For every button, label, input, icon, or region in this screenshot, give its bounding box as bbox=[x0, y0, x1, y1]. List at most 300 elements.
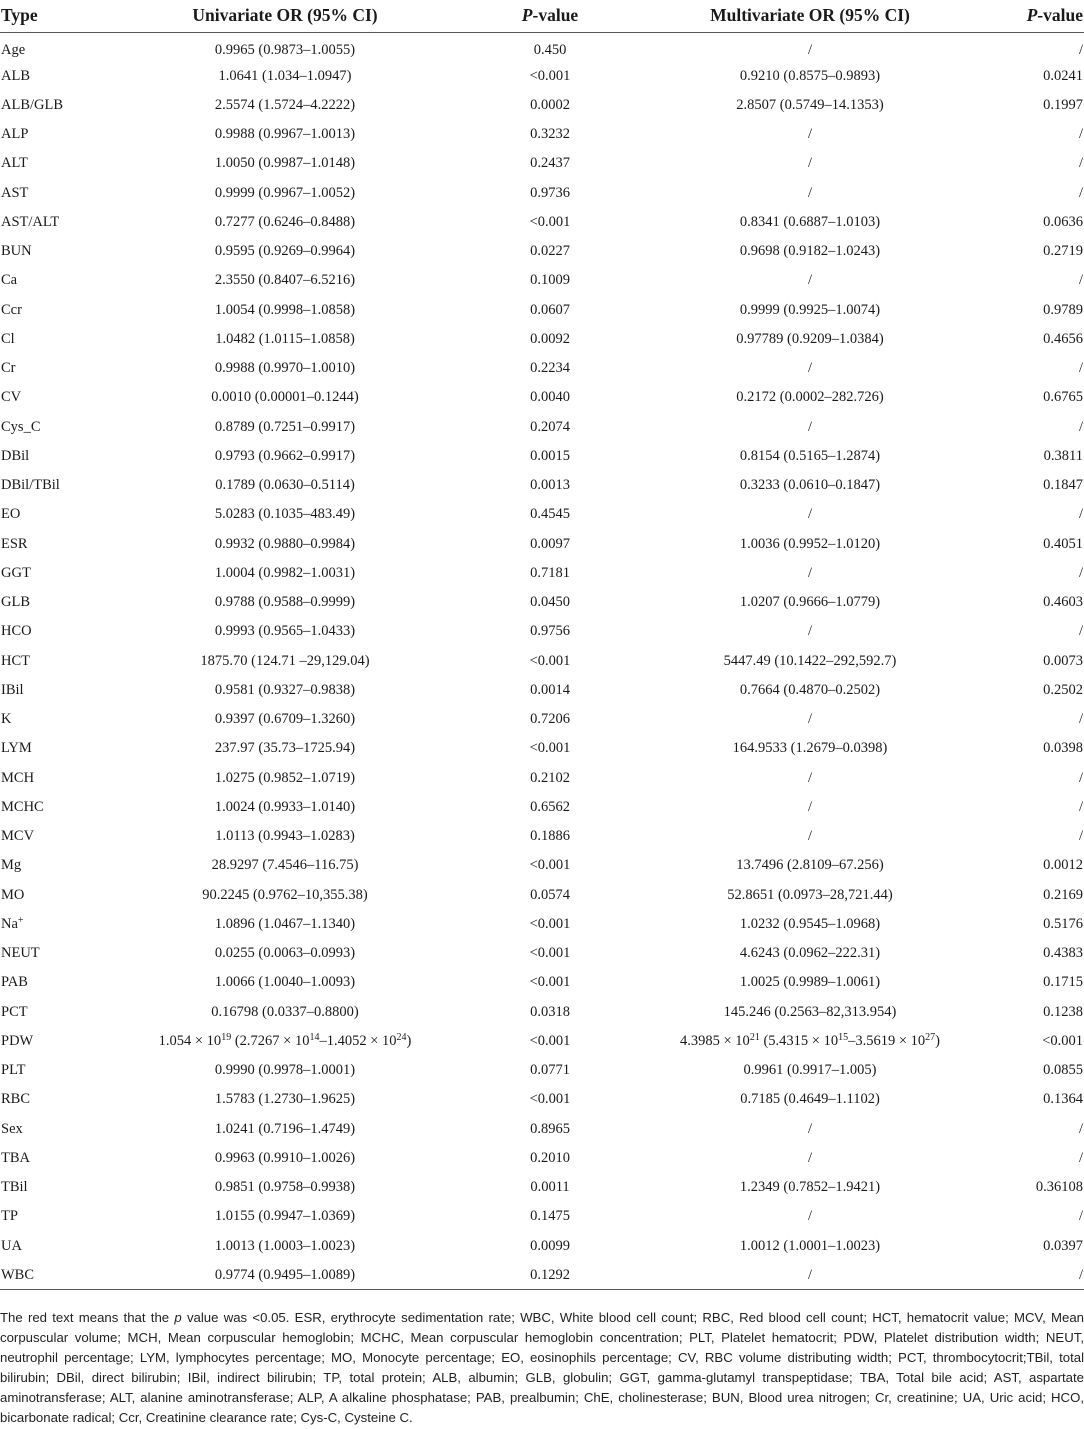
cell-univariate-or: 1.5783 (1.2730–1.9625) bbox=[214, 1091, 356, 1108]
cell-multivariate-or: / bbox=[807, 1120, 813, 1137]
cell-univariate-p: 0.6562 bbox=[530, 798, 570, 815]
cell-type bbox=[0, 1114, 110, 1143]
cell-univariate-p: 0.2234 bbox=[530, 360, 570, 377]
cell-type bbox=[0, 500, 110, 529]
cell-univariate-p: 0.0014 bbox=[530, 681, 570, 698]
cell-multivariate-or: 0.3233 (0.0610–0.1847) bbox=[739, 477, 881, 494]
table-row bbox=[0, 646, 1084, 675]
table-row bbox=[0, 793, 1084, 822]
cell-multivariate-p: 0.1715 bbox=[1043, 974, 1083, 991]
exponent: 19 bbox=[221, 1031, 232, 1043]
cell-type bbox=[0, 266, 110, 295]
cell-univariate-p: 0.0318 bbox=[530, 1003, 570, 1020]
table-row bbox=[0, 1202, 1084, 1231]
cell-type bbox=[0, 968, 110, 997]
cell-univariate-or: 1.0050 (0.9987–1.0148) bbox=[214, 155, 356, 172]
cell-multivariate-or: / bbox=[807, 1208, 813, 1225]
cell-univariate-or: 0.9999 (0.9967–1.0052) bbox=[214, 184, 356, 201]
cell-univariate-or: 0.1789 (0.0630–0.5114) bbox=[215, 477, 355, 494]
cell-type bbox=[0, 1231, 110, 1260]
cell-univariate-p: <0.001 bbox=[529, 213, 571, 230]
cell-univariate-or: 1.0896 (1.0467–1.1340) bbox=[214, 915, 356, 932]
cell-multivariate-or: 0.9698 (0.9182–1.0243) bbox=[739, 243, 881, 260]
cell-type bbox=[0, 412, 110, 441]
table-row bbox=[0, 412, 1084, 441]
cell-multivariate-p: / bbox=[1078, 828, 1083, 845]
table-row bbox=[0, 32, 1084, 61]
cell-univariate-p: <0.001 bbox=[529, 740, 571, 757]
cell-univariate-or: 1.0275 (0.9852–1.0719) bbox=[214, 769, 356, 786]
cell-multivariate-p: 0.2502 bbox=[1043, 681, 1083, 698]
cell-multivariate-p: 0.4051 bbox=[1043, 535, 1083, 552]
cell-type bbox=[0, 705, 110, 734]
cell-univariate-p: 0.0040 bbox=[530, 389, 570, 406]
cell-multivariate-or: / bbox=[807, 41, 813, 58]
type-label: PDW bbox=[1, 1032, 34, 1049]
type-label: ESR bbox=[1, 535, 28, 552]
cell-multivariate-p: 0.4603 bbox=[1043, 594, 1083, 611]
cell-multivariate-p: / bbox=[1078, 769, 1083, 786]
cell-multivariate-p: 0.1238 bbox=[1043, 1003, 1083, 1020]
cell-multivariate-or: / bbox=[807, 1149, 813, 1166]
table-row bbox=[0, 91, 1084, 120]
cell-multivariate-p: 0.0398 bbox=[1043, 740, 1083, 757]
cell-multivariate-p: 0.9789 bbox=[1043, 301, 1083, 318]
value-text: ) bbox=[406, 1032, 412, 1049]
cell-multivariate-p: 0.0855 bbox=[1043, 1062, 1083, 1079]
cell-type bbox=[0, 646, 110, 675]
cell-type bbox=[0, 442, 110, 471]
type-label: UA bbox=[1, 1237, 22, 1254]
cell-univariate-p: 0.0092 bbox=[530, 330, 570, 347]
type-label: DBil/TBil bbox=[1, 477, 60, 494]
cell-univariate-p: 0.4545 bbox=[530, 506, 570, 523]
cell-univariate-p: 0.2074 bbox=[530, 418, 570, 435]
cell-multivariate-or: / bbox=[807, 623, 813, 640]
table-row bbox=[0, 1085, 1084, 1114]
cell-univariate-or bbox=[110, 1027, 460, 1056]
table-row bbox=[0, 1231, 1084, 1260]
table-row bbox=[0, 763, 1084, 792]
cell-multivariate-p: 0.0636 bbox=[1043, 213, 1083, 230]
cell-multivariate-p: / bbox=[1078, 360, 1083, 377]
table-row bbox=[0, 61, 1084, 90]
cell-univariate-or: 0.9965 (0.9873–1.0055) bbox=[214, 41, 356, 58]
cell-type bbox=[0, 295, 110, 324]
type-label: PAB bbox=[1, 974, 28, 991]
cell-multivariate-p: / bbox=[1078, 506, 1083, 523]
type-label: LYM bbox=[1, 740, 32, 757]
cell-univariate-or: 1.0241 (0.7196–1.4749) bbox=[214, 1120, 356, 1137]
cell-univariate-p: <0.001 bbox=[529, 67, 571, 84]
cell-univariate-p: 0.0771 bbox=[530, 1062, 570, 1079]
cell-univariate-p: 0.9736 bbox=[530, 184, 570, 201]
cell-type bbox=[0, 734, 110, 763]
cell-univariate-or: 0.9595 (0.9269–0.9964) bbox=[214, 243, 356, 260]
cell-multivariate-p: / bbox=[1078, 623, 1083, 640]
type-label: Cl bbox=[1, 330, 15, 347]
table-row bbox=[0, 295, 1084, 324]
cell-univariate-or: 0.9397 (0.6709–1.3260) bbox=[214, 711, 356, 728]
type-label: Cys_C bbox=[1, 418, 41, 435]
type-label: K bbox=[1, 711, 12, 728]
cell-univariate-p: 0.0607 bbox=[530, 301, 570, 318]
cell-univariate-p: 0.0015 bbox=[530, 447, 570, 464]
value-text: ) bbox=[935, 1032, 940, 1049]
cell-multivariate-or: / bbox=[807, 564, 813, 581]
cell-multivariate-p: 0.3811 bbox=[1043, 447, 1083, 464]
type-label: IBil bbox=[1, 681, 24, 698]
cell-univariate-p: <0.001 bbox=[529, 915, 571, 932]
table-row bbox=[0, 383, 1084, 412]
header-univariate-or: Univariate OR (95% CI) bbox=[110, 0, 460, 32]
table-row bbox=[0, 442, 1084, 471]
cell-type bbox=[0, 676, 110, 705]
cell-multivariate-or: 0.9999 (0.9925–1.0074) bbox=[739, 301, 881, 318]
type-label: DBil bbox=[1, 447, 30, 464]
cell-multivariate-or: 0.7664 (0.4870–0.2502) bbox=[739, 681, 881, 698]
cell-univariate-p: 0.1886 bbox=[530, 828, 570, 845]
header-p-italic: P bbox=[521, 5, 533, 25]
cell-univariate-or: 0.9851 (0.9758–0.9938) bbox=[214, 1179, 356, 1196]
cell-multivariate-or: 0.9961 (0.9917–1.005) bbox=[743, 1062, 877, 1079]
type-label: MCV bbox=[1, 828, 35, 845]
cell-multivariate-or: 0.7185 (0.4649–1.1102) bbox=[740, 1091, 880, 1108]
cell-univariate-p: 0.2010 bbox=[530, 1149, 570, 1166]
cell-type bbox=[0, 997, 110, 1026]
cell-univariate-p: <0.001 bbox=[529, 652, 571, 669]
cell-type bbox=[0, 149, 110, 178]
cell-multivariate-p: / bbox=[1078, 1208, 1083, 1225]
cell-multivariate-or: / bbox=[807, 360, 813, 377]
value-text: –3.5619 × 10 bbox=[848, 1032, 926, 1049]
type-label: PLT bbox=[1, 1062, 26, 1079]
cell-type bbox=[0, 383, 110, 412]
cell-multivariate-or bbox=[640, 1027, 980, 1056]
cell-multivariate-p: 0.4656 bbox=[1043, 330, 1083, 347]
cell-multivariate-or: / bbox=[807, 828, 813, 845]
cell-type bbox=[0, 880, 110, 909]
cell-univariate-or: 1.0054 (0.9998–1.0858) bbox=[214, 301, 356, 318]
cell-univariate-or: 90.2245 (0.9762–10,355.38) bbox=[202, 886, 368, 903]
cell-multivariate-or: 5447.49 (10.1422–292,592.7) bbox=[723, 652, 897, 669]
cell-multivariate-p: <0.001 bbox=[1042, 1032, 1083, 1049]
footnote-text-rest: value was <0.05. ESR, erythrocyte sedimentation rate; WBC, White blood cell count; RBC, Red blood cell count; HCT, hematocrit value; MCV, Mean corpuscular volume; MCH, Mean corpuscular hemoglobin; MCHC, Mean corpuscular hemoglobin concentration; PLT, Platelet hematocrit; PDW, Platelet distribution width; NEUT, neutrophil percentage; LYM, lymphocytes percentage; MO, Monocyte percentage; EO, eosinophils percentage; CV, RBC volume distributing width; PCT, thrombocytocrit;TBil, total bilirubin; DBil, direct bilirubin; IBil, indirect bilirubin; TP, total protein; ALB, albumin; GLB, globulin; GGT, gamma-glutamyl transpeptidase; TBA, Total bile acid; AST, aspartate aminotransferase; ALT, alanine aminotransferase; ALP, A alkaline phosphatase; PAB, prealbumin; ChE, cholinesterase; BUN, Blood urea nitrogen; Cr, creatinine; UA, Uric acid; HCO, bicarbonate radical; Ccr, Creatinine clearance rate; Cys-C, Cysteine C. bbox=[0, 1310, 1084, 1425]
cell-multivariate-p: 0.5176 bbox=[1043, 915, 1083, 932]
table-row bbox=[0, 676, 1084, 705]
cell-univariate-or: 1.0013 (1.0003–1.0023) bbox=[214, 1237, 356, 1254]
cell-univariate-p: 0.0450 bbox=[530, 594, 570, 611]
header-univariate-p-value bbox=[460, 0, 640, 32]
cell-univariate-or: 0.9993 (0.9565–1.0433) bbox=[214, 623, 356, 640]
cell-multivariate-p: 0.1364 bbox=[1043, 1091, 1083, 1108]
cell-multivariate-p: / bbox=[1078, 711, 1083, 728]
cell-univariate-p: <0.001 bbox=[529, 945, 571, 962]
type-label: WBC bbox=[1, 1266, 35, 1283]
cell-type bbox=[0, 793, 110, 822]
table-row bbox=[0, 968, 1084, 997]
cell-univariate-p: 0.2102 bbox=[530, 769, 570, 786]
table-row bbox=[0, 1261, 1084, 1290]
type-superscript: + bbox=[17, 914, 24, 926]
type-label: MCH bbox=[1, 769, 35, 786]
cell-univariate-p: 0.450 bbox=[533, 41, 567, 58]
cell-multivariate-or: 4.6243 (0.0962–222.31) bbox=[739, 945, 881, 962]
cell-multivariate-or: 1.0207 (0.9666–1.0779) bbox=[739, 594, 881, 611]
cell-multivariate-p: 0.6765 bbox=[1043, 389, 1083, 406]
cell-type bbox=[0, 588, 110, 617]
value-text: –1.4052 × 10 bbox=[319, 1032, 397, 1049]
cell-multivariate-p: 0.0241 bbox=[1043, 67, 1083, 84]
cell-univariate-or: 0.9774 (0.9495–1.0089) bbox=[214, 1266, 356, 1283]
cell-univariate-or: 1.0155 (0.9947–1.0369) bbox=[214, 1208, 356, 1225]
value-text: 1.054 × 10 bbox=[158, 1032, 222, 1049]
table-row bbox=[0, 354, 1084, 383]
cell-univariate-p: 0.2437 bbox=[530, 155, 570, 172]
footnote-p-italic: p bbox=[174, 1310, 182, 1325]
cell-multivariate-p: 0.1847 bbox=[1043, 477, 1083, 494]
cell-multivariate-or: 0.9210 (0.8575–0.9893) bbox=[739, 67, 881, 84]
table-row bbox=[0, 325, 1084, 354]
table-row bbox=[0, 1027, 1084, 1056]
cell-univariate-or: 0.7277 (0.6246–0.8488) bbox=[214, 213, 356, 230]
cell-univariate-p: 0.9756 bbox=[530, 623, 570, 640]
type-label: TP bbox=[1, 1208, 18, 1225]
cell-univariate-p: 0.8965 bbox=[530, 1120, 570, 1137]
cell-univariate-or: 1.0482 (1.0115–1.0858) bbox=[215, 330, 355, 347]
type-label: CV bbox=[1, 389, 22, 406]
type-label: NEUT bbox=[1, 945, 40, 962]
type-label: TBA bbox=[1, 1149, 30, 1166]
cell-multivariate-or: / bbox=[807, 418, 813, 435]
table-row bbox=[0, 1056, 1084, 1085]
cell-univariate-p: <0.001 bbox=[529, 1032, 571, 1049]
cell-multivariate-p: 0.2169 bbox=[1043, 886, 1083, 903]
cell-univariate-p: 0.0097 bbox=[530, 535, 570, 552]
cell-multivariate-or: / bbox=[807, 506, 813, 523]
cell-type bbox=[0, 1173, 110, 1202]
table-row bbox=[0, 1144, 1084, 1173]
cell-univariate-or: 0.8789 (0.7251–0.9917) bbox=[214, 418, 356, 435]
cell-multivariate-p: / bbox=[1078, 155, 1083, 172]
cell-multivariate-or: 1.0232 (0.9545–1.0968) bbox=[739, 915, 881, 932]
table-row bbox=[0, 939, 1084, 968]
footnote-text-start: The red text means that the bbox=[0, 1310, 175, 1325]
cell-multivariate-or: / bbox=[807, 798, 813, 815]
cell-univariate-p: 0.0227 bbox=[530, 243, 570, 260]
table-row bbox=[0, 149, 1084, 178]
exponent: 14 bbox=[309, 1031, 320, 1043]
cell-multivariate-p: 0.1997 bbox=[1043, 96, 1083, 113]
table-row bbox=[0, 1173, 1084, 1202]
type-label: MO bbox=[1, 886, 25, 903]
cell-multivariate-p: / bbox=[1078, 272, 1083, 289]
cell-multivariate-or: 1.0025 (0.9989–1.0061) bbox=[739, 974, 881, 991]
table-row bbox=[0, 734, 1084, 763]
cell-multivariate-p: 0.36108 bbox=[1035, 1179, 1083, 1196]
type-label: AST/ALT bbox=[1, 213, 60, 230]
header-p-suffix: -value bbox=[532, 5, 579, 25]
table-row bbox=[0, 997, 1084, 1026]
cell-type bbox=[0, 1144, 110, 1173]
cell-univariate-or: 1.0024 (0.9933–1.0140) bbox=[214, 798, 356, 815]
table-row bbox=[0, 617, 1084, 646]
cell-univariate-p: 0.0002 bbox=[530, 96, 570, 113]
cell-multivariate-p: 0.4383 bbox=[1043, 945, 1083, 962]
cell-univariate-or: 0.9788 (0.9588–0.9999) bbox=[214, 594, 356, 611]
cell-multivariate-or: 1.0012 (1.0001–1.0023) bbox=[739, 1237, 881, 1254]
table-row bbox=[0, 910, 1084, 939]
cell-multivariate-or: / bbox=[807, 184, 813, 201]
type-label: ALB bbox=[1, 67, 30, 84]
cell-type bbox=[0, 120, 110, 149]
cell-multivariate-or: / bbox=[807, 1266, 813, 1283]
cell-univariate-p: 0.0013 bbox=[530, 477, 570, 494]
cell-univariate-or: 1.0004 (0.9982–1.0031) bbox=[214, 564, 356, 581]
cell-type bbox=[0, 617, 110, 646]
cell-multivariate-or: 0.2172 (0.0002–282.726) bbox=[736, 389, 884, 406]
cell-multivariate-or: 164.9533 (1.2679–0.0398) bbox=[732, 740, 888, 757]
cell-univariate-p: 0.0099 bbox=[530, 1237, 570, 1254]
cell-type bbox=[0, 1027, 110, 1056]
cell-type bbox=[0, 1202, 110, 1231]
cell-type bbox=[0, 32, 110, 61]
header-multivariate-p-value bbox=[980, 0, 1084, 32]
cell-type bbox=[0, 178, 110, 207]
cell-type bbox=[0, 910, 110, 939]
type-label: Age bbox=[1, 41, 26, 58]
type-label: ALP bbox=[1, 126, 29, 143]
type-label: GGT bbox=[1, 564, 31, 581]
cell-type bbox=[0, 354, 110, 383]
cell-univariate-or: 5.0283 (0.1035–483.49) bbox=[214, 506, 356, 523]
type-label: Mg bbox=[1, 857, 22, 874]
cell-multivariate-or: / bbox=[807, 272, 813, 289]
cell-multivariate-or: 0.8341 (0.6887–1.0103) bbox=[739, 213, 881, 230]
cell-type bbox=[0, 208, 110, 237]
table-header-row bbox=[0, 0, 1084, 32]
cell-multivariate-or: 52.8651 (0.0973–28,721.44) bbox=[727, 886, 893, 903]
cell-type bbox=[0, 763, 110, 792]
header-type: Type bbox=[0, 0, 110, 32]
cell-multivariate-p: 0.2719 bbox=[1043, 243, 1083, 260]
exponent: 15 bbox=[838, 1031, 849, 1043]
cell-univariate-or: 0.9990 (0.9978–1.0001) bbox=[214, 1062, 356, 1079]
cell-univariate-or: 237.97 (35.73–1725.94) bbox=[214, 740, 356, 757]
value-text: 4.3985 × 10 bbox=[680, 1032, 750, 1049]
cell-type bbox=[0, 559, 110, 588]
cell-univariate-or: 0.9988 (0.9967–1.0013) bbox=[214, 126, 356, 143]
cell-multivariate-or: / bbox=[807, 155, 813, 172]
table-row bbox=[0, 471, 1084, 500]
cell-univariate-or: 1.0641 (1.034–1.0947) bbox=[218, 67, 352, 84]
cell-univariate-or: 0.0255 (0.0063–0.0993) bbox=[214, 945, 356, 962]
table-row bbox=[0, 120, 1084, 149]
type-label: TBil bbox=[1, 1179, 28, 1196]
table-body bbox=[0, 32, 1084, 1290]
cell-univariate-p: 0.7181 bbox=[530, 564, 570, 581]
cell-type bbox=[0, 471, 110, 500]
cell-univariate-or: 2.5574 (1.5724–4.2222) bbox=[214, 96, 356, 113]
header-p-italic: P bbox=[1026, 5, 1038, 25]
value-text: (2.7267 × 10 bbox=[231, 1032, 310, 1049]
type-label: BUN bbox=[1, 243, 32, 260]
type-label: Ca bbox=[1, 272, 18, 289]
cell-multivariate-or: 0.97789 (0.9209–1.0384) bbox=[736, 330, 884, 347]
type-label: ALT bbox=[1, 155, 28, 172]
cell-type bbox=[0, 1085, 110, 1114]
cell-univariate-p: 0.7206 bbox=[530, 711, 570, 728]
table-row bbox=[0, 880, 1084, 909]
type-label: HCT bbox=[1, 652, 30, 669]
cell-multivariate-p: / bbox=[1078, 798, 1083, 815]
cell-multivariate-or: / bbox=[807, 711, 813, 728]
header-multivariate-or: Multivariate OR (95% CI) bbox=[640, 0, 980, 32]
type-label: MCHC bbox=[1, 798, 44, 815]
cell-multivariate-or: 2.8507 (0.5749–14.1353) bbox=[736, 96, 884, 113]
table-row bbox=[0, 559, 1084, 588]
cell-univariate-or: 28.9297 (7.4546–116.75) bbox=[211, 857, 359, 874]
cell-univariate-p: 0.1009 bbox=[530, 272, 570, 289]
cell-multivariate-p: / bbox=[1078, 1149, 1083, 1166]
cell-multivariate-or: 145.246 (0.2563–82,313.954) bbox=[723, 1003, 897, 1020]
table-row bbox=[0, 500, 1084, 529]
cell-multivariate-p: / bbox=[1078, 564, 1083, 581]
type-label: ALB/GLB bbox=[1, 96, 64, 113]
header-p-suffix: -value bbox=[1037, 5, 1083, 25]
cell-multivariate-p: / bbox=[1078, 418, 1083, 435]
cell-univariate-or: 1875.70 (124.71 –29,129.04) bbox=[200, 652, 370, 669]
cell-type bbox=[0, 61, 110, 90]
table-row bbox=[0, 1114, 1084, 1143]
cell-type bbox=[0, 529, 110, 558]
cell-multivariate-p: / bbox=[1078, 184, 1083, 201]
cell-univariate-or: 0.9581 (0.9327–0.9838) bbox=[214, 681, 356, 698]
table-row bbox=[0, 529, 1084, 558]
table-row bbox=[0, 705, 1084, 734]
cell-univariate-or: 2.3550 (0.8407–6.5216) bbox=[214, 272, 356, 289]
cell-type bbox=[0, 237, 110, 266]
type-label: RBC bbox=[1, 1091, 31, 1108]
cell-type bbox=[0, 851, 110, 880]
type-label: GLB bbox=[1, 594, 30, 611]
cell-multivariate-p: / bbox=[1078, 1120, 1083, 1137]
type-label: EO bbox=[1, 506, 21, 523]
cell-multivariate-or: / bbox=[807, 126, 813, 143]
cell-univariate-or: 1.0066 (1.0040–1.0093) bbox=[214, 974, 356, 991]
cell-type bbox=[0, 939, 110, 968]
cell-univariate-or: 0.9932 (0.9880–0.9984) bbox=[214, 535, 356, 552]
cell-type bbox=[0, 1056, 110, 1085]
type-label: AST bbox=[1, 184, 29, 201]
cell-multivariate-p: / bbox=[1078, 126, 1083, 143]
cell-univariate-p: 0.3232 bbox=[530, 126, 570, 143]
cell-univariate-or: 0.9988 (0.9970–1.0010) bbox=[214, 360, 356, 377]
table-row bbox=[0, 208, 1084, 237]
type-label: Sex bbox=[1, 1120, 23, 1137]
cell-univariate-p: <0.001 bbox=[529, 1091, 571, 1108]
value-text: (5.4315 × 10 bbox=[759, 1032, 839, 1049]
cell-multivariate-p: 0.0073 bbox=[1043, 652, 1083, 669]
type-label: Ccr bbox=[1, 301, 22, 318]
cell-type bbox=[0, 822, 110, 851]
cell-univariate-p: 0.0011 bbox=[530, 1179, 570, 1196]
cell-multivariate-or: 0.8154 (0.5165–1.2874) bbox=[739, 447, 881, 464]
table-row bbox=[0, 237, 1084, 266]
cell-univariate-or: 0.9793 (0.9662–0.9917) bbox=[214, 447, 356, 464]
cell-multivariate-or: / bbox=[807, 769, 813, 786]
table-row bbox=[0, 851, 1084, 880]
